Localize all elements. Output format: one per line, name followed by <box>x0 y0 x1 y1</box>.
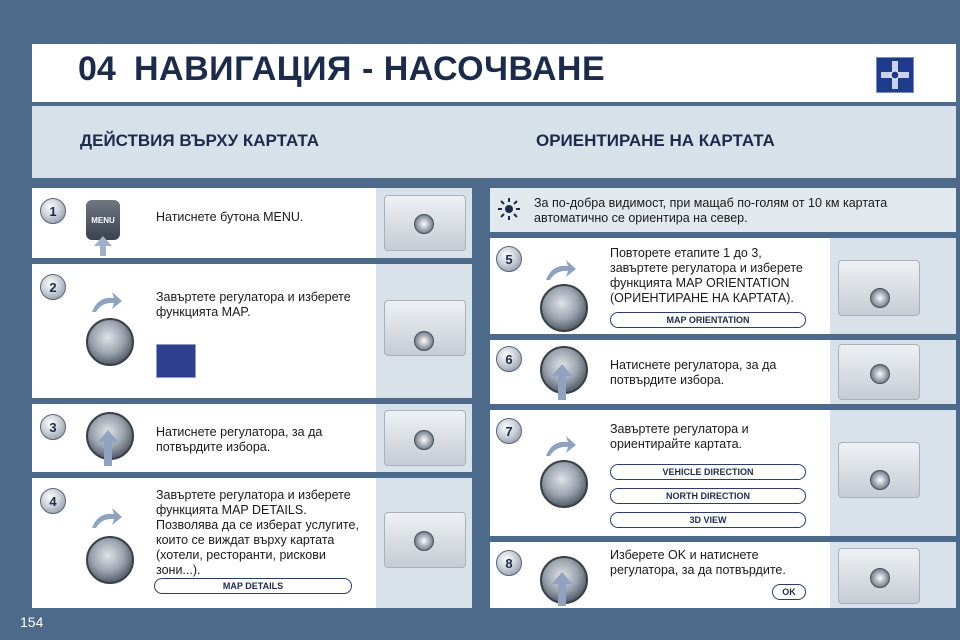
chapter-number: 04 <box>78 50 116 88</box>
step-number: 4 <box>40 488 66 514</box>
arrow-icon <box>90 292 122 314</box>
3d-view-option[interactable]: 3D VIEW <box>610 512 806 528</box>
knob-icon <box>540 460 588 508</box>
map-details-option[interactable]: MAP DETAILS <box>154 578 352 594</box>
arrow-press-icon <box>98 430 118 466</box>
console-knob-icon <box>870 288 890 308</box>
map-icon <box>156 344 196 378</box>
knob-icon <box>86 536 134 584</box>
console-knob-icon <box>870 364 890 384</box>
step-number: 7 <box>496 418 522 444</box>
step-text: Завъртете регулатора и ориентирайте картата. <box>610 422 749 451</box>
console-knob-icon <box>870 568 890 588</box>
step-number: 5 <box>496 246 522 272</box>
arrow-press-icon <box>552 364 572 400</box>
step-text: Завъртете регулатора и изберете функцията MAP DETAILS. Позволява да се изберат услугите, които се виждат върху картата (хотели, ресторанти, рискови зони...). <box>156 488 359 577</box>
step-text: Завъртете регулатора и изберете функцията MAP. <box>156 290 351 319</box>
console-knob-icon <box>414 531 434 551</box>
info-text: За по-добра видимост, при мащаб по-голям от 10 км картата автоматично се ориентира на север. <box>534 196 888 225</box>
step-number: 3 <box>40 414 66 440</box>
page-number: 154 <box>20 614 44 630</box>
console-knob-icon <box>414 430 434 450</box>
right-section-title: ОРИЕНТИРАНЕ НА КАРТАТА <box>536 131 775 150</box>
step-number: 8 <box>496 550 522 576</box>
console-knob-icon <box>870 470 890 490</box>
step-number: 6 <box>496 346 522 372</box>
chapter-title: НАВИГАЦИЯ - НАСОЧВАНЕ <box>134 50 606 88</box>
arrow-icon <box>544 436 576 458</box>
step-text: Повторете етапите 1 до 3, завъртете регулатора и изберете функцията MAP ORIENTATION (ОРИЕНТИРАНЕ НА КАРТАТА). <box>610 246 803 305</box>
vehicle-direction-option[interactable]: VEHICLE DIRECTION <box>610 464 806 480</box>
map-orientation-option[interactable]: MAP ORIENTATION <box>610 312 806 328</box>
arrow-icon <box>90 508 122 530</box>
console-knob-icon <box>414 214 434 234</box>
sun-icon <box>498 198 520 220</box>
step-text: Изберете OK и натиснете регулатора, за да потвърдите. <box>610 548 786 577</box>
step-number: 2 <box>40 274 66 300</box>
step-text: Натиснете бутона MENU. <box>156 210 304 224</box>
arrow-press-icon <box>552 572 572 606</box>
console-knob-icon <box>414 331 434 351</box>
ok-option[interactable]: OK <box>772 584 806 600</box>
left-section-title: ДЕЙСТВИЯ ВЪРХУ КАРТАТА <box>80 131 319 150</box>
step-text: Натиснете регулатора, за да потвърдите избора. <box>156 425 323 454</box>
knob-icon <box>86 318 134 366</box>
menu-button-icon: MENU <box>86 200 120 240</box>
north-direction-option[interactable]: NORTH DIRECTION <box>610 488 806 504</box>
arrow-icon <box>544 260 576 282</box>
arrow-up-icon <box>94 236 112 256</box>
knob-icon <box>540 284 588 332</box>
step-text: Натиснете регулатора, за да потвърдите избора. <box>610 358 777 387</box>
step-number: 1 <box>40 198 66 224</box>
navigation-icon <box>876 57 914 93</box>
